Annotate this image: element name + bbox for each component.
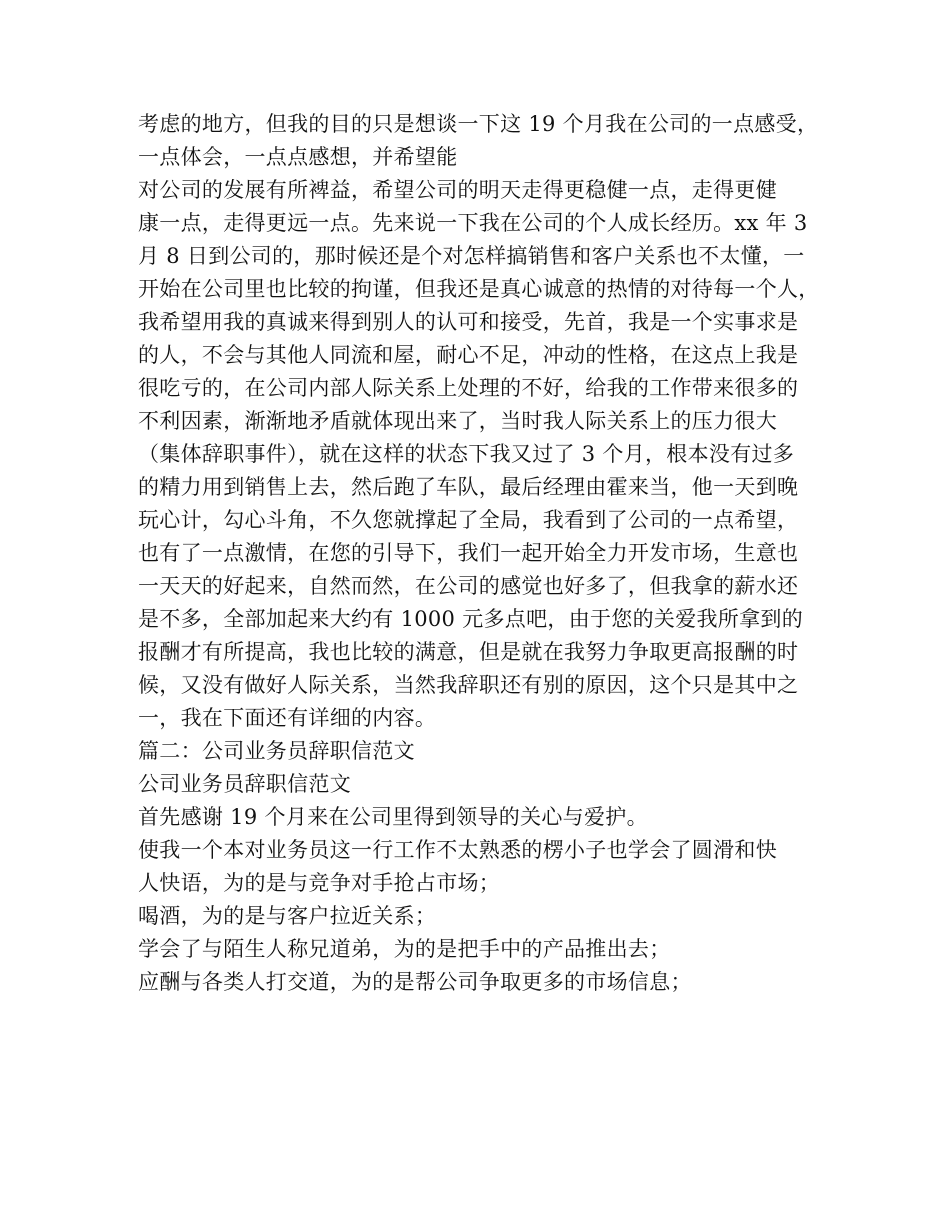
- text-line: 报酬才有所提高，我也比较的满意，但是就在我努力争取更高报酬的时: [138, 640, 799, 664]
- text-line: 对公司的发展有所裨益，希望公司的明天走得更稳健一点，走得更健: [138, 178, 777, 202]
- text-line: 开始在公司里也比较的拘谨，但我还是真心诚意的热情的对待每一个人，: [138, 277, 820, 301]
- text-line: 学会了与陌生人称兄道弟，为的是把手中的产品推出去；: [138, 937, 671, 961]
- text-line: 的人，不会与其他人同流和屋，耐心不足，冲动的性格，在这点上我是: [138, 343, 799, 367]
- text-line: 喝酒，为的是与客户拉近关系；: [138, 904, 437, 928]
- text-line: 使我一个本对业务员这一行工作不太熟悉的楞小子也学会了圆滑和快: [138, 838, 777, 862]
- text-line: 玩心计，勾心斗角，不久您就撑起了全局，我看到了公司的一点希望，: [138, 508, 799, 532]
- text-line: 考虑的地方，但我的目的只是想谈一下这 19 个月我在公司的一点感受，: [138, 112, 819, 136]
- text-line: 是不多，全部加起来大约有 1000 元多点吧，由于您的关爱我所拿到的: [138, 607, 803, 631]
- text-line: 的精力用到销售上去，然后跑了车队，最后经理由霍来当，他一天到晚: [138, 475, 799, 499]
- letter-title: 公司业务员辞职信范文: [138, 772, 351, 796]
- text-line: 很吃亏的，在公司内部人际关系上处理的不好，给我的工作带来很多的: [138, 376, 799, 400]
- document-body: [138, 108, 828, 999]
- text-line: 不利因素，渐渐地矛盾就体现出来了，当时我人际关系上的压力很大: [138, 409, 777, 433]
- text-line: 康一点，走得更远一点。先来说一下我在公司的个人成长经历。xx 年 3: [138, 211, 808, 235]
- text-line: 月 8 日到公司的，那时候还是个对怎样搞销售和客户关系也不太懂，一: [138, 244, 805, 268]
- text-line: （集体辞职事件），就在这样的状态下我又过了 3 个月，根本没有过多: [138, 442, 795, 466]
- text-line: 一，我在下面还有详细的内容。: [138, 706, 437, 730]
- text-line: 应酬与各类人打交道，为的是帮公司争取更多的市场信息；: [138, 970, 692, 994]
- text-line: 一天天的好起来，自然而然，在公司的感觉也好多了，但我拿的薪水还: [138, 574, 799, 598]
- text-line: 首先感谢 19 个月来在公司里得到领导的关心与爱护。: [138, 805, 648, 829]
- text-line: 也有了一点激情，在您的引导下，我们一起开始全力开发市场，生意也: [138, 541, 799, 565]
- text-line: 一点体会，一点点感想，并希望能: [138, 145, 458, 169]
- text-line: 我希望用我的真诚来得到别人的认可和接受，先首，我是一个实事求是: [138, 310, 799, 334]
- text-line: 候，又没有做好人际关系，当然我辞职还有别的原因，这个只是其中之: [138, 673, 799, 697]
- text-line: 人快语，为的是与竞争对手抢占市场；: [138, 871, 501, 895]
- section-heading: 篇二：公司业务员辞职信范文: [138, 739, 415, 763]
